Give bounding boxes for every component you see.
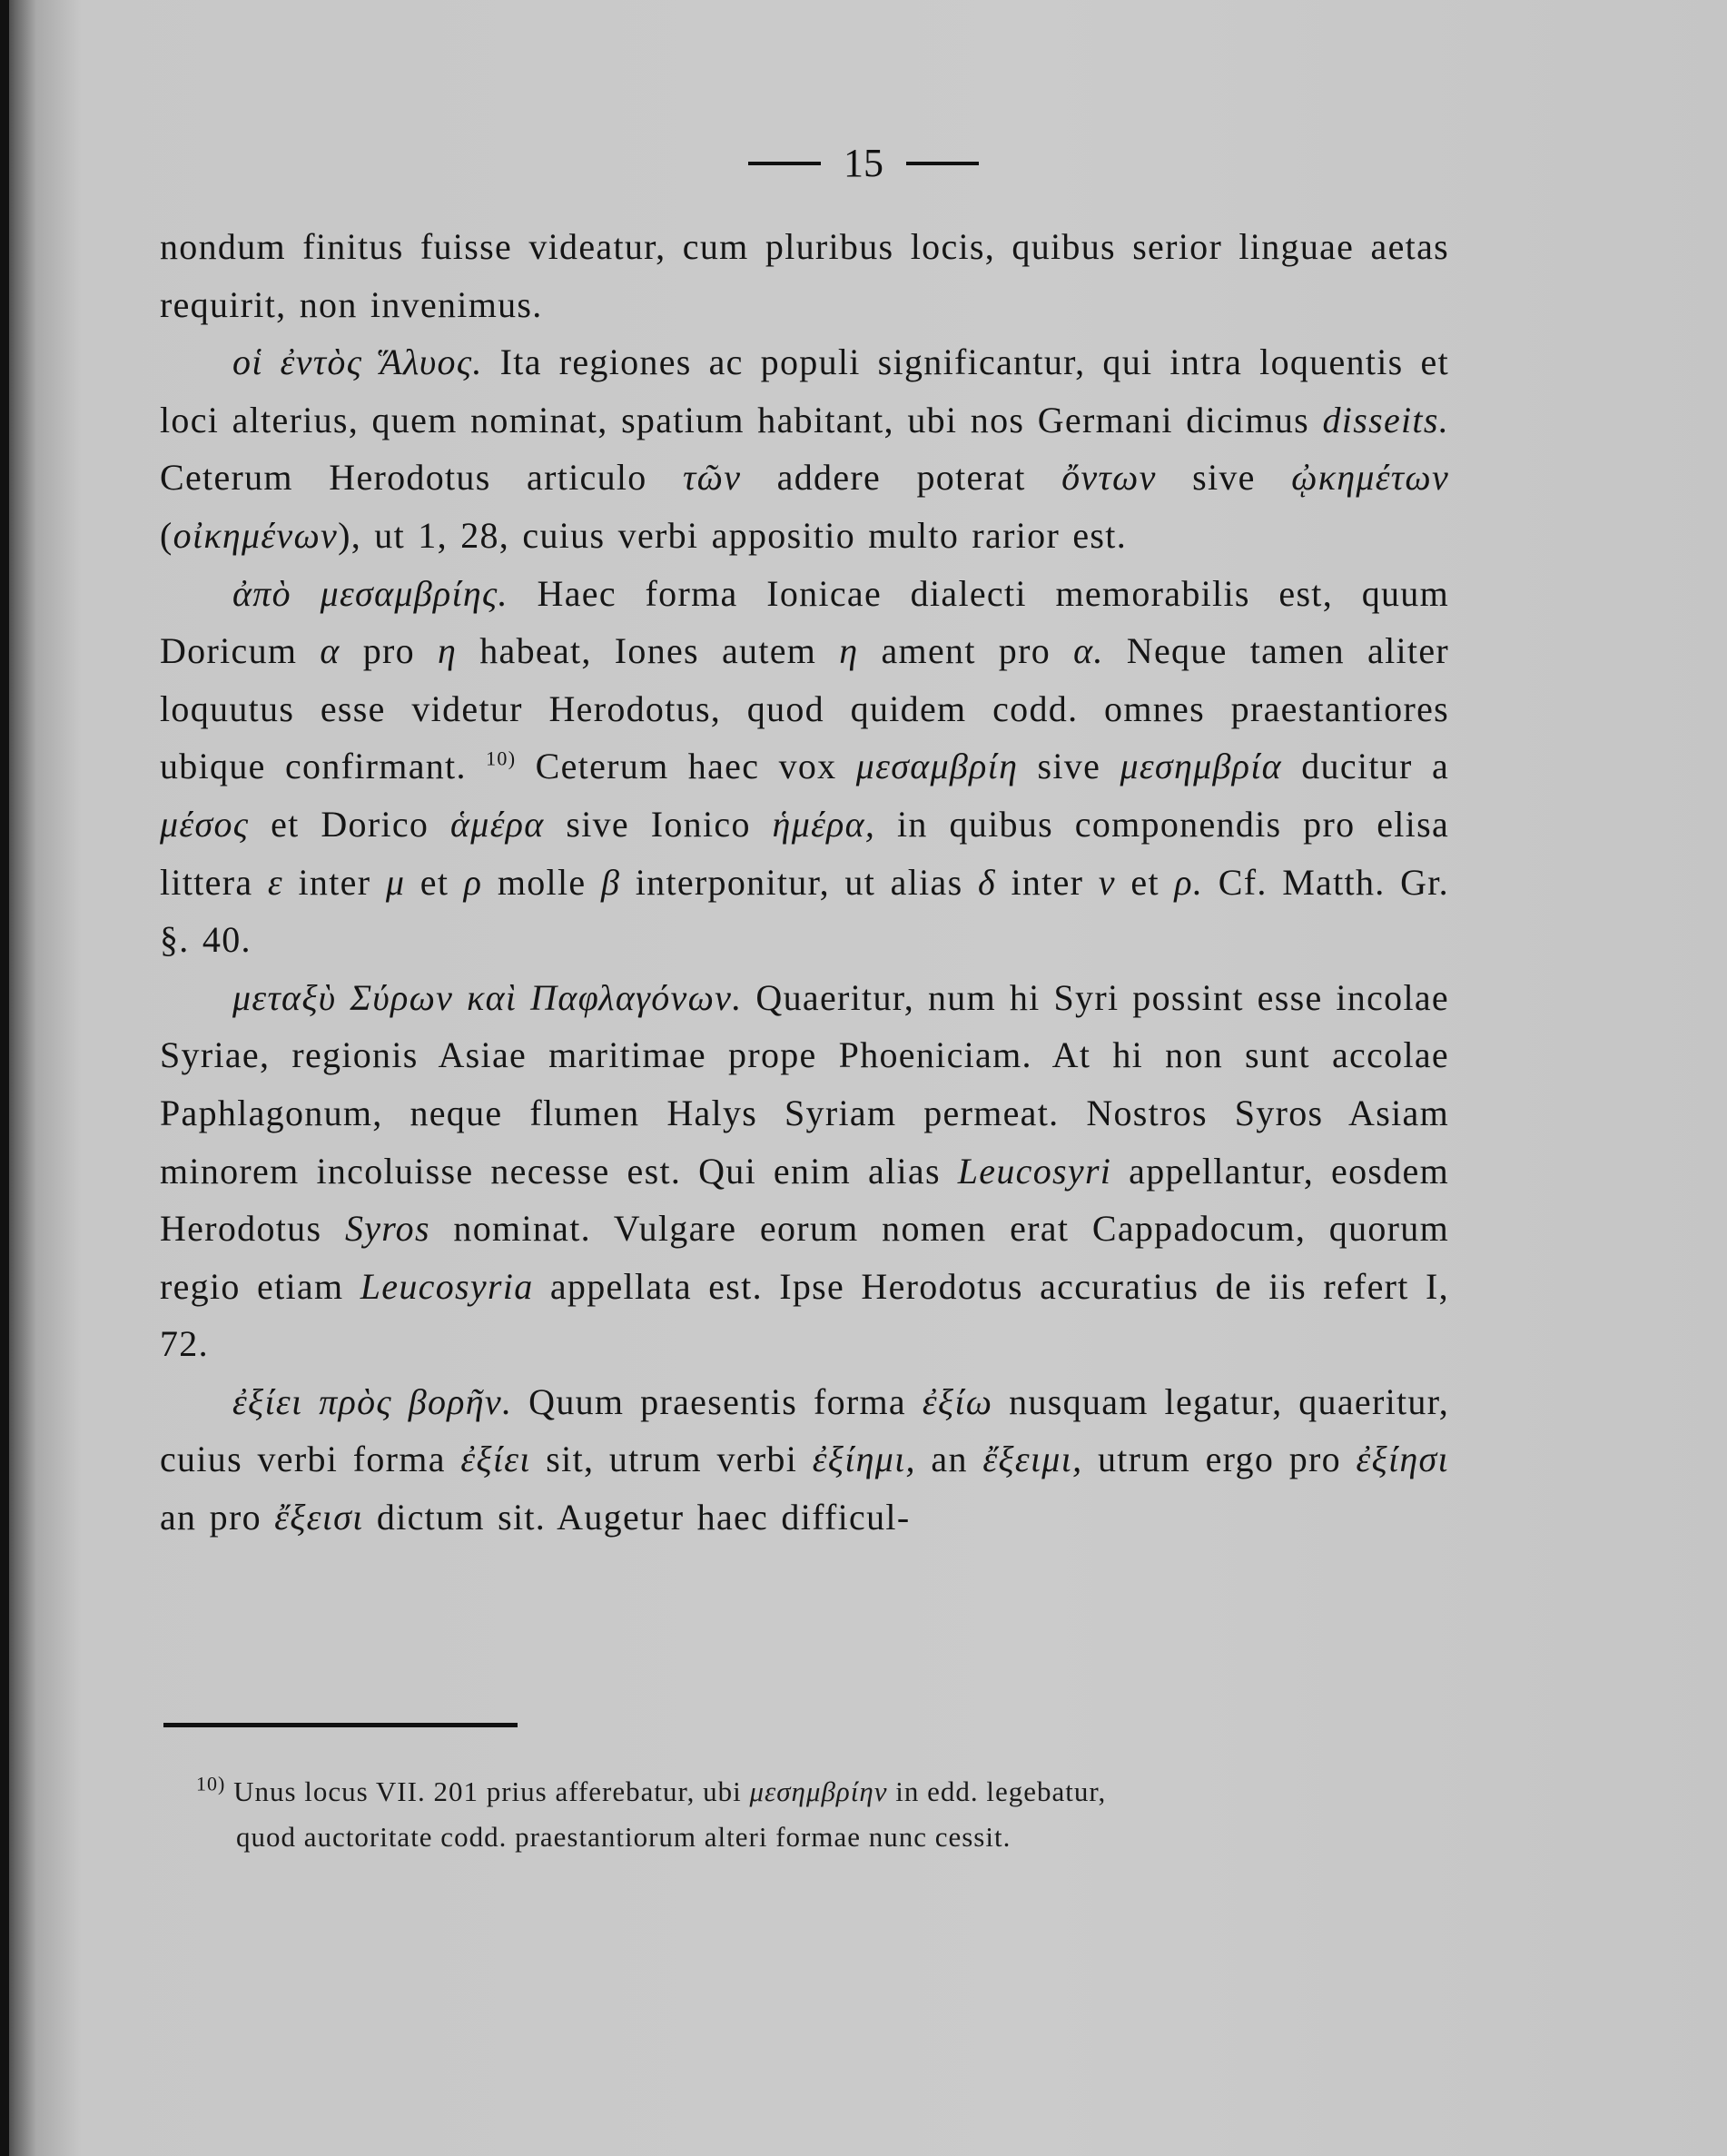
main-text bbox=[160, 218, 1449, 1547]
paragraph-5: ἐξίει πρὸς βορῆν. Quum praesentis forma ἐξίω nusquam legatur, quaeritur, cuius verbi forma ἐξίει sit, utrum verbi ἐξίημι, an ἔξειμι, utrum ergo pro ἐξίησι an pro ἔξεισι dictum sit. Augetur haec difficul- bbox=[160, 1380, 1450, 1538]
lemma: ἀπὸ μεσαμβρίης. bbox=[232, 572, 508, 614]
paragraph-3: ἀπὸ μεσαμβρίης. Haec forma Ionicae dialecti memorabilis est, quum Doricum α pro η habeat, Iones autem η ament pro α. Neque tamen aliter loquutus esse videtur Herodotus, quod quidem codd. omnes praestantiores ubique confirmant. $^{10)}$ Ceterum haec vox μεσαμβρίη sive μεσημβρία ducitur a μέσος et Dorico ἁμέρα sive Ionico ἡμέρα, in quibus componendis pro elisa littera ε inter μ et ρ molle β interponitur, ut alias δ inter ν et ρ. Cf. Matth. Gr. §. 40. bbox=[160, 572, 1450, 961]
paragraph-1: nondum finitus fuisse videatur, cum pluribus locis, quibus serior linguae aetas requirit, non invenimus. bbox=[160, 226, 1449, 325]
header-dash-left bbox=[748, 162, 821, 165]
page-number: 15 bbox=[844, 141, 883, 186]
lemma: οἱ ἐντὸς Ἅλυος. bbox=[232, 341, 483, 383]
footnote-line-2: quod auctoritate codd. praestantiorum alteri formae nunc cessit. bbox=[236, 1821, 1012, 1853]
footnote-line-1: $^{10)}$ Unus locus VII. 201 prius afferebatur, ubi μεσημβρίην in edd. legebatur, bbox=[196, 1772, 1107, 1807]
footnote-marker: 10) bbox=[196, 1772, 226, 1795]
paragraph-2: οἱ ἐντὸς Ἅλυος. Ita regiones ac populi significantur, qui intra loquentis et loci alterius, quem nominat, spatium habitant, ubi nos Germani dicimus disseits. Ceterum Herodotus articulo τῶν addere poterat ὄντων sive ᾠκημέτων (οἰκημένων), ut 1, 28, cuius verbi appositio multo rarior est. bbox=[160, 341, 1449, 556]
footnote-reference[interactable]: 10) bbox=[486, 747, 517, 771]
footnote-separator-rule bbox=[163, 1723, 518, 1727]
footnote bbox=[196, 1769, 1449, 1860]
lemma: μεταξὺ Σύρων καὶ Παφλαγόνων. bbox=[232, 976, 743, 1018]
header-dash-right bbox=[906, 162, 979, 165]
lemma: ἐξίει πρὸς βορῆν. bbox=[232, 1380, 513, 1422]
page-binding-edge bbox=[0, 0, 9, 2156]
page-header bbox=[0, 136, 1727, 191]
paragraph-4: μεταξὺ Σύρων καὶ Παφλαγόνων. Quaeritur, num hi Syri possint esse incolae Syriae, regionis Asiae maritimae prope Phoeniciam. At hi non sunt accolae Paphlagonum, neque flumen Halys Syriam permeat. Nostros Syros Asiam minorem incoluisse necesse est. Qui enim alias Leucosyri appellantur, eosdem Herodotus Syros nominat. Vulgare eorum nomen erat Cappadocum, quorum regio etiam Leucosyria appellata est. Ipse Herodotus accuratius de iis refert I, 72. bbox=[160, 976, 1450, 1365]
